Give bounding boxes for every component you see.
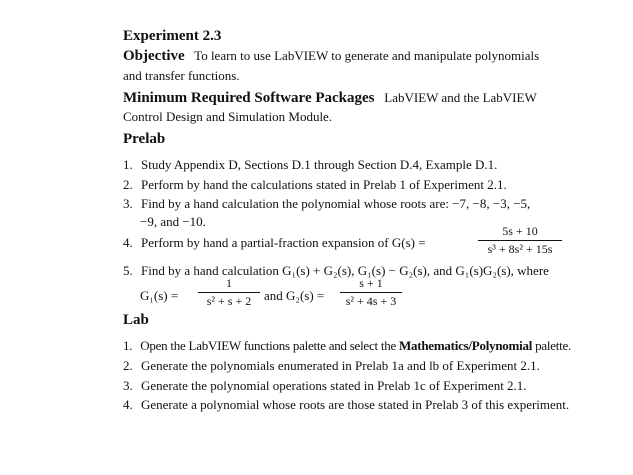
item-text-pre: Open the LabVIEW functions palette and select the <box>140 338 399 353</box>
item-text: Generate the polynomials enumerated in Prelab 1a and lb of Experiment 2.1. <box>141 358 540 373</box>
item-text-bold: Mathematics/Polynomial <box>398 338 533 353</box>
lab-heading: Lab <box>123 312 149 328</box>
prelab-item-3-cont: −9, and −10. <box>140 214 206 229</box>
item-text: Find by a hand calculation G₁(s) + G₂(s), G₁(s) − G₂(s), and G₁(s)G₂(s), where <box>141 263 549 278</box>
item-number: 4. <box>123 235 133 250</box>
objective-line-1 <box>123 48 539 65</box>
item-number: 1. <box>123 338 133 353</box>
prelab-item-1 <box>123 157 497 173</box>
g1-label: G₁(s) = <box>140 288 179 303</box>
item-text: Find by a hand calculation the polynomial whose roots are: −7, −8, −3, −5, <box>141 196 531 211</box>
fraction-denominator: s³ + 8s² + 15s <box>487 242 553 256</box>
lab-item-3 <box>123 378 527 394</box>
item-text: Perform by hand the calculations stated in Prelab 1 of Experiment 2.1. <box>141 177 507 192</box>
item-text: Generate a polynomial whose roots are those stated in Prelab 3 of this experiment. <box>141 397 570 412</box>
fraction-bar <box>478 240 562 241</box>
software-text-1: LabVIEW and the LabVIEW <box>384 90 537 105</box>
experiment-title: Experiment 2.3 <box>123 28 222 44</box>
objective-heading: Objective <box>123 48 185 64</box>
objective-text-2: and transfer functions. <box>123 68 240 83</box>
prelab-item-4 <box>123 235 426 251</box>
item-number: 3. <box>123 378 133 393</box>
item-text: Generate the polynomial operations stated in Prelab 1c of Experiment 2.1. <box>141 378 527 393</box>
g1-denominator: s² + s + 2 <box>206 294 252 308</box>
prelab-item-2 <box>123 177 507 193</box>
and-g2-label: and G₂(s) = <box>264 288 325 303</box>
item-number: 2. <box>123 358 133 373</box>
lab-item-4 <box>123 397 569 413</box>
g2-fraction-bar <box>340 292 402 293</box>
prelab-item-5 <box>123 263 549 279</box>
prelab-heading: Prelab <box>123 131 166 147</box>
item-text: Study Appendix D, Sections D.1 through Section D.4, Example D.1. <box>141 157 498 172</box>
software-heading: Minimum Required Software Packages <box>123 90 375 106</box>
item-number: 4. <box>123 397 133 412</box>
item-number: 5. <box>123 263 133 278</box>
item-number: 2. <box>123 177 133 192</box>
software-line-1 <box>123 90 537 107</box>
g1-numerator: 1 <box>226 276 232 290</box>
lab-item-2 <box>123 358 540 374</box>
item-text: Perform by hand a partial-fraction expansion of G(s) = <box>141 235 426 250</box>
fraction-numerator: 5s + 10 <box>502 224 538 238</box>
software-text-2: Control Design and Simulation Module. <box>123 109 333 124</box>
prelab-item-3 <box>123 196 530 212</box>
item-text-post: palette. <box>532 338 572 353</box>
objective-text-1: To learn to use LabVIEW to generate and manipulate polynomials <box>194 48 540 63</box>
g2-denominator: s² + 4s + 3 <box>345 294 397 308</box>
item-number: 3. <box>123 196 133 211</box>
item-number: 1. <box>123 157 133 172</box>
g1-fraction-bar <box>198 292 260 293</box>
g2-numerator: s + 1 <box>359 276 383 290</box>
lab-item-1 <box>123 338 571 354</box>
